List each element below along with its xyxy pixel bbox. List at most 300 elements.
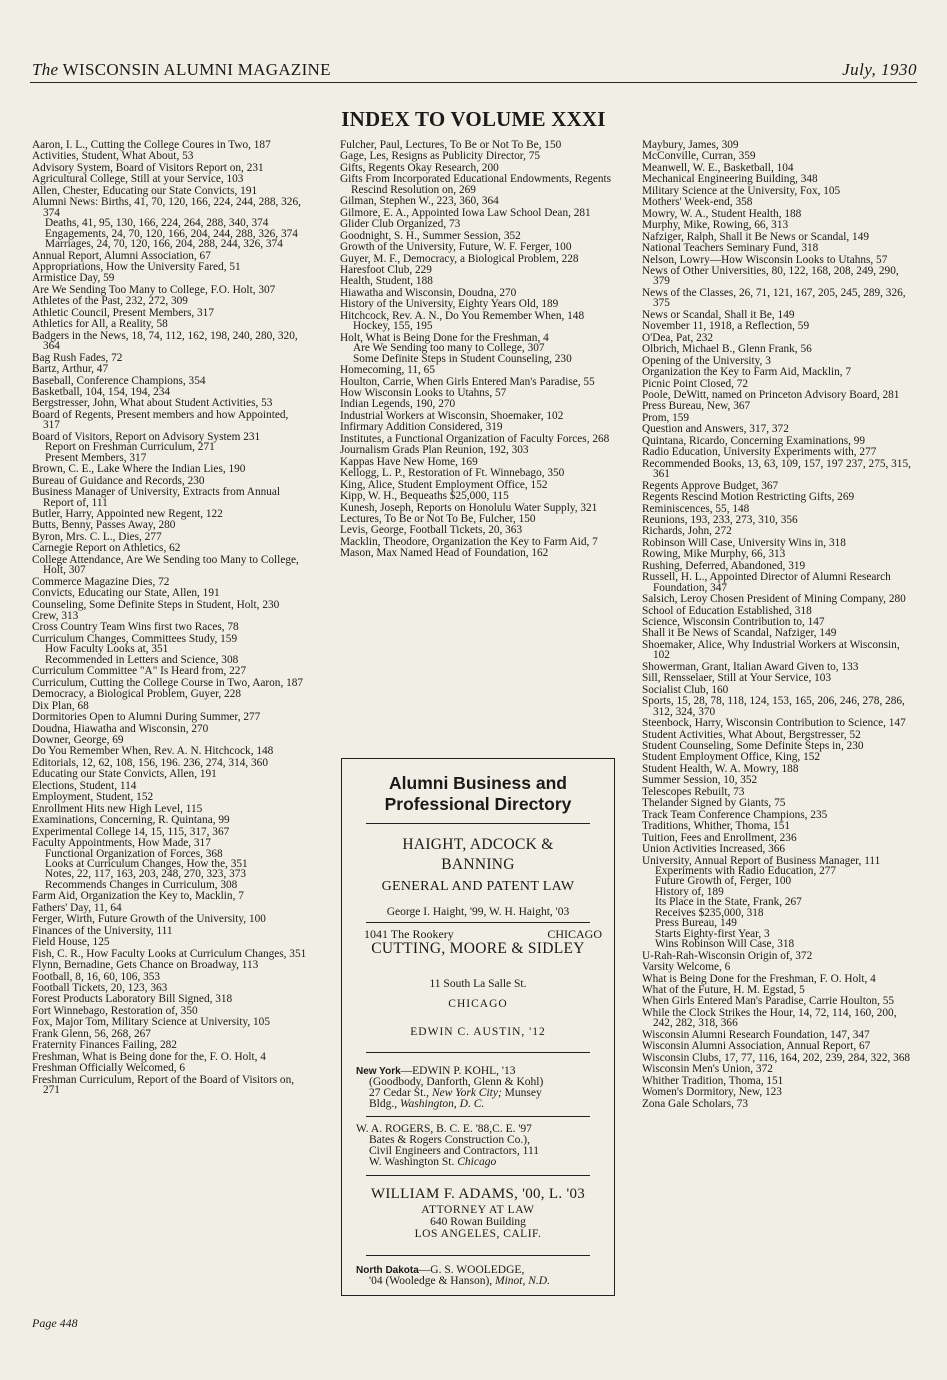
index-entry-text: Fox, Major Tom, Military Science at University, 105: [32, 1016, 270, 1029]
index-entry-text: Kipp, W. H., Bequeaths $25,000, 115: [340, 490, 509, 503]
index-entry: [32, 804, 308, 814]
index-entry: [32, 140, 308, 150]
index-entry: [340, 388, 616, 398]
index-entry: [642, 640, 918, 661]
listing-address-2: Munsey: [504, 1087, 542, 1099]
index-entry: [642, 685, 918, 695]
index-entry: [32, 376, 308, 386]
index-entry-text: Curriculum Changes, Committees Study, 159: [32, 632, 238, 645]
index-entry: [642, 856, 918, 950]
index-entry-text: Mason, Max Named Head of Foundation, 162: [340, 547, 549, 560]
index-entry: [32, 285, 308, 295]
index-entry-text: Employment, Student, 152: [32, 791, 154, 804]
index-entry-text: Student Employment Office, King, 152: [642, 751, 821, 764]
index-entry-text: National Teachers Seminary Fund, 318: [642, 242, 819, 255]
index-subentry-text: Recommended in Letters and Science, 308: [45, 653, 239, 666]
index-column-1: [32, 140, 308, 1097]
index-entry-text: Levis, George, Football Tickets, 20, 363: [340, 524, 523, 537]
index-entry: [32, 678, 308, 688]
index-entry: [32, 577, 308, 587]
index-entry-text: News or Scandal, Shall it Be, 149: [642, 308, 795, 321]
index-entry: [642, 436, 918, 446]
index-entry-text: Allen, Chester, Educating our State Convicts, 191: [32, 184, 258, 197]
index-entry: [642, 526, 918, 536]
index-entry: [642, 367, 918, 377]
index-entry-text: Student Health, W. A. Mowry, 188: [642, 762, 799, 775]
index-entry-text: Bergstresser, John, What about Student Activities, 53: [32, 397, 273, 410]
index-entry-text: Growth of the University, Future, W. F. Ferger, 100: [340, 241, 572, 254]
index-entry-text: Athletes of the Past, 232, 272, 309: [32, 295, 188, 308]
index-entry: [32, 319, 308, 329]
index-entry: [32, 1075, 308, 1096]
index-entry-text: Field House, 125: [32, 936, 110, 949]
index-entry-text: Advisory System, Board of Visitors Report on, 231: [32, 161, 264, 174]
index-entry-text: Carnegie Report on Athletics, 62: [32, 542, 181, 555]
index-entry: [32, 891, 308, 901]
index-entry: [340, 480, 616, 490]
index-entry-text: Tuition, Fees and Enrollment, 236: [642, 831, 797, 844]
index-entry: [642, 163, 918, 173]
index-entry-text: Gilman, Stephen W., 223, 360, 364: [340, 195, 499, 208]
index-entry: [340, 399, 616, 409]
index-entry: [642, 492, 918, 502]
firm-name: HAIGHT, ADCOCK &: [402, 836, 554, 853]
listing-city: Minot, N.D.: [495, 1275, 550, 1287]
index-entry: [32, 792, 308, 802]
index-entry: [340, 196, 616, 206]
index-entry-text: Salsich, Leroy Chosen President of Mining Company, 280: [642, 593, 906, 606]
index-subentry-text: Engagements, 24, 70, 120, 166, 204, 244, 288, 326, 374: [45, 227, 298, 240]
index-entry: [32, 937, 308, 947]
index-column-3: [642, 140, 918, 1110]
index-entry: [642, 1076, 918, 1086]
cutting-listing: [342, 939, 614, 1039]
index-subentry-text: Its Place in the State, Frank, 267: [655, 896, 802, 909]
index-entry-text: Kellogg, L. P., Restoration of Ft. Winnebago, 350: [340, 467, 565, 480]
index-entry-text: Fulcher, Paul, Lectures, To Be or Not To Be, 150: [340, 139, 562, 151]
index-entry: [340, 411, 616, 421]
index-entry-text: Sports, 15, 28, 78, 118, 124, 153, 165, 206, 246, 278, 286, 312, 324, 370: [642, 695, 905, 718]
index-subentry-text: History of, 189: [655, 885, 724, 898]
index-entry: [642, 197, 918, 207]
index-entry-text: Athletic Council, Present Members, 317: [32, 306, 214, 319]
index-entry-text: Baseball, Conference Champions, 354: [32, 374, 206, 387]
index-entry: [642, 243, 918, 253]
listing-city: Chicago: [457, 1156, 497, 1168]
index-entry-text: Elections, Student, 114: [32, 779, 137, 792]
index-entry-text: Regents Approve Budget, 367: [642, 479, 779, 492]
index-entry: [340, 548, 616, 558]
index-entry: [642, 974, 918, 984]
index-entry: [32, 983, 308, 993]
index-entry: [32, 972, 308, 982]
index-entry-text: Crew, 313: [32, 610, 79, 623]
index-entry-text: While the Clock Strikes the Hour, 14, 72, 114, 160, 200, 242, 282, 318, 366: [642, 1006, 897, 1030]
index-entry-text: Guyer, M. F., Democracy, a Biological Problem, 228: [340, 252, 579, 265]
divider: [366, 1116, 590, 1117]
index-entry: [340, 174, 616, 195]
index-entry-text: McConville, Curran, 359: [642, 150, 756, 163]
index-entry-text: Bureau of Guidance and Records, 230: [32, 474, 205, 487]
index-entry: [642, 718, 918, 728]
index-entry-text: Doudna, Hiawatha and Wisconsin, 270: [32, 722, 209, 735]
index-entry: [642, 1008, 918, 1029]
index-entry-text: Brown, C. E., Lake Where the Indian Lies, 190: [32, 463, 246, 476]
index-entry-text: Democracy, a Biological Problem, Guyer, 228: [32, 688, 242, 701]
index-entry: [642, 424, 918, 434]
index-entry-text: Military Science at the University, Fox, 105: [642, 184, 841, 197]
index-entry-text: When Girls Entered Man's Paradise, Carrie Houlton, 55: [642, 995, 895, 1008]
index-entry: [340, 491, 616, 501]
index-entry: [340, 457, 616, 467]
index-subentry-text: Future Growth of, Ferger, 100: [655, 875, 792, 888]
index-entry-text: Faculty Appointments, How Made, 317: [32, 837, 211, 850]
index-entry: [642, 333, 918, 343]
index-entry-text: Freshman, What is Being done for the, F. O. Holt, 4: [32, 1050, 266, 1063]
index-entry: [32, 914, 308, 924]
index-entry: [642, 459, 918, 480]
index-entry-text: Journalism Grads Plan Reunion, 192, 303: [340, 444, 529, 457]
index-entry: [642, 549, 918, 559]
index-entry: [32, 600, 308, 610]
index-entry: [642, 798, 918, 808]
firm-practice: GENERAL AND PATENT LAW: [381, 879, 575, 894]
index-entry-text: Student Activities, What About, Bergstresser, 52: [642, 728, 861, 741]
index-entry-text: Lectures, To Be or Not To Be, Fulcher, 150: [340, 512, 536, 525]
index-subentry-text: Are We Sending too many to College, 307: [353, 342, 545, 355]
index-entry: [32, 689, 308, 699]
index-entry-text: News of the Classes, 26, 71, 121, 167, 205, 245, 289, 326, 375: [642, 286, 906, 310]
index-entry-text: News of Other Universities, 80, 122, 168, 208, 249, 290, 379: [642, 264, 899, 288]
index-entry: [642, 186, 918, 196]
index-entry: [32, 1040, 308, 1050]
index-entry: [340, 151, 616, 161]
magazine-header: [32, 60, 331, 80]
index-entry: [642, 255, 918, 265]
rogers-listing: [342, 1124, 614, 1168]
index-entry: [32, 532, 308, 542]
index-entry-text: Bartz, Arthur, 47: [32, 363, 109, 376]
index-entry: [642, 741, 918, 751]
index-entry-text: Fort Winnebago, Restoration of, 350: [32, 1004, 198, 1017]
index-entry-text: Olbrich, Michael B., Glenn Frank, 56: [642, 343, 812, 356]
index-entry-text: Nelson, Lowry—How Wisconsin Looks to Utahns, 57: [642, 253, 888, 266]
firm-person: EDWIN C. AUSTIN, '12: [410, 1026, 546, 1038]
directory-heading: [342, 773, 614, 815]
index-entry: [340, 276, 616, 286]
index-entry: [32, 926, 308, 936]
index-entry-text: Football Tickets, 20, 123, 363: [32, 981, 168, 994]
index-subentry-text: Functional Organization of Forces, 368: [45, 847, 223, 860]
wooledge-listing: [342, 1265, 614, 1287]
firm-partners: George I. Haight, '99, W. H. Haight, '03: [386, 906, 570, 918]
index-entry-text: Press Bureau, New, 367: [642, 400, 751, 413]
index-entry: [32, 464, 308, 474]
index-entry-text: Fathers' Day, 11, 64: [32, 901, 122, 914]
listing-address: 640 Rowan Building: [430, 1216, 526, 1228]
index-entry: [340, 140, 616, 150]
index-entry: [642, 344, 918, 354]
index-entry: [32, 769, 308, 779]
index-entry-text: Alumni News: Births, 41, 70, 120, 166, 224, 244, 288, 326, 374: [32, 196, 301, 219]
index-entry: [32, 387, 308, 397]
header-rule: [30, 82, 917, 83]
index-entry-text: Dormitories Open to Alumni During Summer, 277: [32, 711, 261, 724]
index-entry-text: Science, Wisconsin Contribution to, 147: [642, 616, 825, 629]
index-entry: [642, 481, 918, 491]
index-entry: [32, 622, 308, 632]
adams-listing: [342, 1184, 614, 1240]
index-entry-text: Reminiscences, 55, 148: [642, 502, 750, 515]
kohl-listing: [342, 1066, 614, 1110]
index-entry: [642, 356, 918, 366]
index-entry-text: Wisconsin Men's Union, 372: [642, 1063, 773, 1076]
index-entry-text: Robinson Will Case, University Wins in, 318: [642, 536, 846, 549]
firm-city: CHICAGO: [547, 927, 602, 941]
index-entry-text: How Wisconsin Looks to Utahns, 57: [340, 386, 507, 399]
index-entry-text: Downer, George, 69: [32, 734, 124, 747]
index-entry-text: Institutes, a Functional Organization of Faculty Forces, 268: [340, 432, 610, 445]
index-entry: [642, 996, 918, 1006]
index-entry-text: Convicts, Educating our State, Allen, 191: [32, 587, 220, 600]
index-entry: [642, 594, 918, 604]
index-entry-text: Byron, Mrs. C. L., Dies, 277: [32, 530, 162, 543]
listing-title: ATTORNEY AT LAW: [421, 1204, 535, 1216]
listing-address: W. Washington St.: [369, 1156, 455, 1168]
index-entry-text: Regents Rescind Motion Restricting Gifts, 269: [642, 491, 855, 504]
index-subentry-text: How Faculty Looks at, 351: [45, 643, 169, 656]
listing-firm: Bates & Rogers Construction Co.),: [369, 1134, 530, 1146]
listing-state: North Dakota: [356, 1265, 419, 1276]
index-subentry-text: Report on Freshman Curriculum, 271: [45, 441, 215, 454]
index-entry-text: Curriculum, Cutting the College Course in Two, Aaron, 187: [32, 676, 304, 689]
index-entry: [32, 701, 308, 711]
index-entry: [340, 311, 616, 332]
index-entry: [32, 1063, 308, 1073]
index-entry-text: Badgers in the News, 18, 74, 112, 162, 198, 240, 280, 320, 364: [32, 329, 298, 353]
index-entry-text: Glider Club Organized, 73: [340, 218, 461, 231]
directory-heading-line-2: Professional Directory: [384, 794, 572, 814]
index-entry-text: O'Dea, Pat, 232: [642, 331, 714, 344]
listing-person: —G. S. WOOLEDGE,: [418, 1264, 525, 1276]
index-entry-text: Varsity Welcome, 6: [642, 961, 731, 974]
index-entry: [642, 821, 918, 831]
magazine-name: WISCONSIN ALUMNI MAGAZINE: [62, 60, 331, 79]
index-entry: [32, 251, 308, 261]
index-entry: [32, 1052, 308, 1062]
index-entry-text: Rushing, Deferred, Abandoned, 319: [642, 559, 806, 572]
index-entry-text: Reunions, 193, 233, 273, 310, 356: [642, 513, 798, 526]
index-entry-text: Organization the Key to Farm Aid, Macklin, 7: [642, 366, 852, 379]
index-entry: [340, 265, 616, 275]
index-entry: [642, 673, 918, 683]
index-entry: [340, 377, 616, 387]
index-subentry-text: Press Bureau, 149: [655, 917, 737, 930]
index-entry-text: University, Annual Report of Business Manager, 111: [642, 854, 881, 867]
index-entry-text: Prom, 159: [642, 411, 690, 424]
index-entry: [642, 504, 918, 514]
index-entry: [32, 746, 308, 756]
index-entry: [642, 628, 918, 638]
index-entry-text: Flynn, Bernadine, Gets Chance on Broadway, 113: [32, 959, 259, 972]
index-entry: [642, 696, 918, 717]
index-entry-text: Wisconsin Alumni Research Foundation, 147, 347: [642, 1028, 870, 1041]
index-entry-text: Goodnight, S. H., Summer Session, 352: [340, 229, 521, 242]
listing-person: —EDWIN P. KOHL, '13: [400, 1065, 516, 1077]
issue-date: July, 1930: [842, 60, 917, 79]
page-number: Page 448: [32, 1316, 78, 1330]
index-entry-text: Infirmary Addition Considered, 319: [340, 421, 503, 434]
index-entry: [642, 1030, 918, 1040]
index-entry-text: Summer Session, 10, 352: [642, 774, 758, 787]
index-entry: [340, 445, 616, 455]
index-entry-text: Thelander Signed by Giants, 75: [642, 797, 786, 810]
index-entry-text: What is Being Done for the Freshman, F. O. Holt, 4: [642, 972, 876, 985]
index-entry-text: Finances of the University, 111: [32, 924, 173, 937]
index-entry: [32, 1029, 308, 1039]
index-entry-text: Track Team Conference Champions, 235: [642, 808, 828, 821]
index-entry-text: Homecoming, 11, 65: [340, 364, 435, 377]
index-entry: [340, 365, 616, 375]
index-entry: [32, 758, 308, 768]
listing-city-2: Washington, D. C.: [400, 1098, 485, 1110]
index-entry-text: King, Alice, Student Employment Office, 152: [340, 478, 548, 491]
index-entry-text: Shoemaker, Alice, Why Industrial Workers at Wisconsin, 102: [642, 638, 900, 662]
index-entry: [340, 288, 616, 298]
index-entry-text: Curriculum Committee "A" Is Heard from, 227: [32, 665, 247, 678]
index-entry: [32, 432, 308, 463]
index-entry-text: Counseling, Some Definite Steps in Student, Holt, 230: [32, 598, 280, 611]
index-entry: [642, 561, 918, 571]
index-entry-text: Zona Gale Scholars, 73: [642, 1097, 749, 1110]
firm-city: CHICAGO: [448, 998, 508, 1010]
index-entry: [32, 838, 308, 890]
index-entry-text: Activities, Student, What About, 53: [32, 150, 194, 163]
index-subentry-text: Looks at Curriculum Changes, How the, 351: [45, 858, 248, 870]
index-entry-text: Football, 8, 16, 60, 106, 353: [32, 970, 161, 983]
index-entry: [32, 903, 308, 913]
listing-address: 27 Cedar St.,: [369, 1087, 430, 1099]
index-subentry-text: Starts Eighty-first Year, 3: [655, 927, 770, 940]
index-entry-text: Fish, C. R., How Faculty Looks at Curriculum Changes, 351: [32, 947, 307, 960]
index-entry-text: Kunesh, Joseph, Reports on Honolulu Water Supply, 321: [340, 501, 598, 514]
index-entry-text: Butler, Harry, Appointed new Regent, 122: [32, 507, 223, 520]
index-entry: [642, 844, 918, 854]
index-entry-text: Examinations, Concerning, R. Quintana, 99: [32, 814, 230, 827]
index-entry: [642, 730, 918, 740]
index-entry: [642, 515, 918, 525]
index-entry-text: Houlton, Carrie, When Girls Entered Man's Paradise, 55: [340, 375, 595, 388]
index-subentry-text: Experiments with Radio Education, 277: [655, 865, 837, 877]
index-entry-text: Mowry, W. A., Student Health, 188: [642, 207, 802, 220]
index-entry-text: Russell, H. L., Appointed Director of Alumni Research Foundation, 347: [642, 571, 891, 594]
divider: [366, 823, 590, 824]
index-entry: [642, 232, 918, 242]
index-entry-text: Do You Remember When, Rev. A. N. Hitchcock, 148: [32, 745, 274, 758]
index-entry-text: Bag Rush Fades, 72: [32, 351, 123, 364]
index-entry-text: Athletics for All, a Reality, 58: [32, 318, 168, 331]
index-entry: [340, 254, 616, 264]
index-entry-text: Fraternity Finances Failing, 282: [32, 1039, 177, 1052]
index-entry-text: Murphy, Mike, Rowing, 66, 313: [642, 219, 789, 232]
index-entry: [340, 537, 616, 547]
index-entry: [340, 503, 616, 513]
index-entry-text: Commerce Magazine Dies, 72: [32, 575, 170, 588]
index-entry: [642, 951, 918, 961]
index-entry-text: November 11, 1918, a Reflection, 59: [642, 320, 810, 333]
listing-state: New York: [356, 1066, 401, 1077]
index-entry: [642, 310, 918, 320]
index-column-2: [340, 140, 616, 560]
index-subentry-text: Present Members, 317: [45, 451, 147, 464]
index-entry: [32, 827, 308, 837]
index-entry-text: Aaron, I. L., Cutting the College Coures in Two, 187: [32, 139, 271, 151]
index-entry: [32, 520, 308, 530]
index-entry-text: Macklin, Theodore, Organization the Key to Farm Aid, 7: [340, 535, 598, 548]
index-subentry-text: Some Definite Steps in Student Counseling, 230: [353, 352, 572, 365]
divider: [366, 1175, 590, 1176]
listing-city: LOS ANGELES, CALIF.: [414, 1228, 542, 1240]
index-entry: [32, 174, 308, 184]
listing-city: New York City;: [431, 1087, 502, 1099]
listing-business: Civil Engineers and Contractors, 111: [369, 1145, 540, 1157]
index-entry: [32, 273, 308, 283]
index-entry-text: Board of Regents, Present members and how Appointed, 317: [32, 408, 289, 432]
index-entry-text: Haresfoot Club, 229: [340, 263, 432, 276]
index-entry-text: Mechanical Engineering Building, 348: [642, 173, 818, 186]
index-entry-text: Farm Aid, Organization the Key to, Macklin, 7: [32, 890, 244, 903]
index-entry: [32, 151, 308, 161]
index-entry: [32, 712, 308, 722]
index-subentry-text: Recommends Changes in Curriculum, 308: [45, 878, 238, 891]
index-entry-text: Industrial Workers at Wisconsin, Shoemaker, 102: [340, 409, 564, 422]
index-entry-text: Gifts From Incorporated Educational Endowments, Regents Rescind Resolution on, 269: [340, 173, 612, 196]
index-entry: [340, 208, 616, 218]
index-entry: [642, 1041, 918, 1051]
index-entry-text: Freshman Officially Welcomed, 6: [32, 1062, 186, 1075]
index-entry-text: Nafziger, Ralph, Shall it Be News or Scandal, 149: [642, 230, 870, 243]
index-entry: [642, 151, 918, 161]
index-entry: [642, 787, 918, 797]
index-entry: [32, 960, 308, 970]
index-entry-text: Traditions, Whither, Thoma, 151: [642, 820, 791, 833]
index-entry: [642, 764, 918, 774]
index-entry-text: Holt, What is Being Done for the Freshman, 4: [340, 331, 549, 344]
index-entry: [32, 666, 308, 676]
index-entry-text: Business Manager of University, Extracts from Annual Report of, 111: [32, 486, 281, 509]
index-entry: [642, 1099, 918, 1109]
index-entry: [642, 572, 918, 593]
index-entry-text: Steenbock, Harry, Wisconsin Contribution to Science, 147: [642, 717, 906, 730]
professional-directory: [341, 758, 615, 1296]
firm-name: CUTTING, MOORE & SIDLEY: [371, 940, 585, 957]
index-entry-text: Hitchcock, Rev. A. N., Do You Remember When, 148: [340, 309, 585, 322]
index-entry-text: Gifts, Regents Okay Research, 200: [340, 161, 499, 174]
index-entry: [340, 514, 616, 524]
index-subentry-text: Receives $235,000, 318: [655, 906, 764, 919]
index-entry: [32, 410, 308, 431]
index-subentry-text: Hockey, 155, 195: [353, 320, 433, 333]
firm-address: 11 South La Salle St.: [429, 978, 527, 990]
index-entry: [32, 1017, 308, 1027]
index-entry-text: Opening of the University, 3: [642, 354, 771, 367]
index-entry: [32, 186, 308, 196]
index-entry: [32, 197, 308, 249]
index-subentry-text: Deaths, 41, 95, 130, 166, 224, 264, 288, 340, 374: [45, 217, 269, 230]
index-entry-text: Annual Report, Alumni Association, 67: [32, 249, 211, 262]
index-entry: [32, 724, 308, 734]
index-entry: [642, 321, 918, 331]
